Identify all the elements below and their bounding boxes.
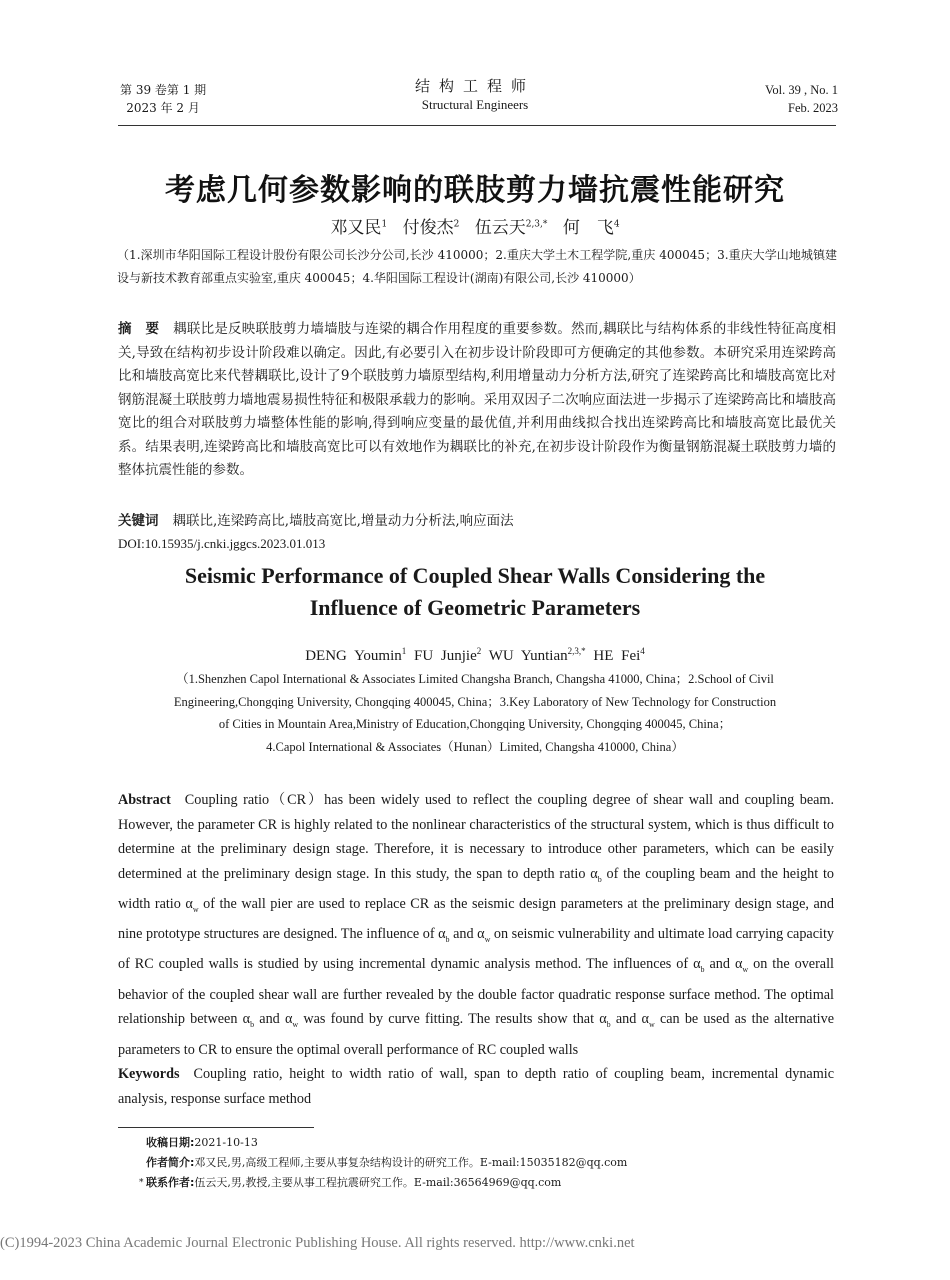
author-en: WU Yuntian$^{2,3,*}$: [488, 646, 586, 664]
journal-name-cn: 结构工程师: [414, 77, 535, 95]
keywords-en: [118, 1062, 834, 1111]
affiliations-cn: （1.深圳市华阳国际工程设计股份有限公司长沙分公司,长沙 410000；2.重庆大学土木工程学院,重庆 400045；3.重庆大学山地城镇建设与新技术教育部重点实验室,重庆 400045；4.华阳国际工程设计(湖南)有限公司,长沙 410000）: [117, 248, 837, 285]
abstract-en: [118, 788, 834, 1062]
paper-title-cn: 考虑几何参数影响的联肢剪力墙抗震性能研究: [165, 173, 785, 208]
keywords-cn: [118, 510, 836, 533]
keywords-text-en: Coupling ratio, height to width ratio of wall, span to depth ratio of coupling beam, incremental dynamic analysis, response surface method: [118, 1066, 834, 1107]
abstract-cn: [118, 318, 836, 483]
doi: DOI:10.15935/j.cnki.jggcs.2023.01.013: [118, 536, 326, 551]
volume-issue-cn: 第 39 卷第 1 期: [120, 83, 207, 97]
footnote-corresponding: * 联系作者:伍云天,男,教授,主要从事工程抗震研究工作。E-mail:36564969@qq.com: [139, 1176, 562, 1189]
keywords-label-cn: 关键词: [118, 513, 159, 529]
footnotes: [139, 1133, 628, 1193]
affiliation-en-line: Engineering,Chongqing University, Chongqing 400045, China；3.Key Laboratory of New Technology for Construction: [173, 694, 777, 709]
affiliation-en-line: 4.Capol International & Associates（Hunan）Limited, Changsha 410000, China）: [266, 739, 684, 754]
footnote-divider: [118, 1127, 314, 1128]
paper-title-en: [0, 560, 950, 624]
author-list-en: [0, 646, 950, 665]
author-list-cn: [0, 213, 950, 238]
author-cn: 付俊杰$^2$: [402, 218, 460, 238]
author-cn: 何 飞$^4$: [562, 218, 620, 238]
author-en: DENG Youmin$^1$: [305, 646, 407, 664]
copyright-notice: (C)1994-2023 China Academic Journal Electronic Publishing House. All rights reserved. http://www.cnki.net: [0, 1235, 635, 1251]
author-en: FU Junjie$^2$: [414, 646, 482, 664]
affiliation-en-line: （1.Shenzhen Capol International & Associates Limited Changsha Branch, Changsha 41000, China；2.School of Civil: [176, 672, 774, 686]
author-cn: 伍云天$^{2,3,*}$: [474, 218, 548, 238]
affiliation-en-line: of Cities in Mountain Area,Ministry of Education,Chongqing University, Chongqing 400045, China；: [218, 717, 732, 731]
author-cn: 邓又民$^1$: [330, 218, 388, 238]
footnote-received: 收稿日期:2021-10-13: [146, 1136, 258, 1149]
affiliations-en: [120, 668, 830, 758]
volume-issue-en: Vol. 39 , No. 1: [764, 83, 838, 97]
date-cn: 2023 年 2 月: [126, 101, 200, 115]
abstract-label-en: Abstract: [118, 792, 171, 808]
keywords-text-cn: 耦联比,连梁跨高比,墙肢高宽比,增量动力分析法,响应面法: [172, 513, 514, 529]
header-divider: [118, 125, 836, 126]
header-volume-en: [765, 81, 838, 117]
abstract-label-cn: 摘 要: [118, 321, 160, 337]
title-en-line-2: Influence of Geometric Parameters: [309, 595, 641, 620]
author-en: HE Fei$^4$: [593, 646, 645, 664]
journal-name-en: Structural Engineers: [421, 97, 529, 112]
date-en: Feb. 2023: [788, 101, 838, 115]
abstract-text-en: Coupling ratio（CR）has been widely used to reflect the coupling degree of shear wall and coupling beam. However, the parameter CR is highly related to the nonlinear characteristics of the structural system, which is thus difficult to determine at the preliminary design stage. Therefore, it is necessary to introduce other parameters, which can be easily determined at the preliminary design stage. In this study, the span to depth ratio $\alpha_b$ of the coupling beam and the height to width ratio $\alpha_w$ of the wall pier are used to replace CR as the seismic design parameters at the preliminary design stage, and nine prototype structures are designed. The influence of $\alpha_b$ and $\alpha_w$ on seismic vulnerability and ultimate load carrying capacity of RC coupled walls is studied by using incremental dynamic analysis method. The influences of $\alpha_b$ and $\alpha_w$ on the overall behavior of the coupled shear wall are further revealed by the double factor quadratic response surface method. The optimal relationship between $\alpha_b$ and $\alpha_w$ was found by curve fitting. The results show that $\alpha_b$ and $\alpha_w$ can be used as the alternative parameters to CR to ensure the optimal overall performance of RC coupled walls: [118, 792, 835, 1058]
title-en-line-1: Seismic Performance of Coupled Shear Walls Considering the: [184, 563, 766, 588]
abstract-text-cn: 耦联比是反映联肢剪力墙墙肢与连梁的耦合作用程度的重要参数。然而,耦联比与结构体系的非线性特征高度相关,导致在结构初步设计阶段难以确定。因此,有必要引入在初步设计阶段即可方便确定的其他参数。本研究采用连梁跨高比和墙肢高宽比来代替耦联比,设计了9个联肢剪力墙原型结构,利用增量动力分析方法,研究了连梁跨高比和墙肢高宽比对钢筋混凝土联肢剪力墙地震易损性特征和极限承载力的影响。采用双因子二次响应面法进一步揭示了连梁跨高比和墙肢高宽比的组合对联肢剪力墙整体性能的影响,得到响应变量的最优值,并利用曲线拟合找出连梁跨高比和墙肢高宽比最优关系。结果表明,连梁跨高比和墙肢高宽比可以有效地作为耦联比的补充,在初步设计阶段作为衡量钢筋混凝土联肢剪力墙的整体抗震性能的参数。: [118, 321, 837, 478]
keywords-label-en: Keywords: [118, 1066, 180, 1082]
footnote-author-bio: 作者简介:邓又民,男,高级工程师,主要从事复杂结构设计的研究工作。E-mail:15035182@qq.com: [146, 1156, 628, 1169]
